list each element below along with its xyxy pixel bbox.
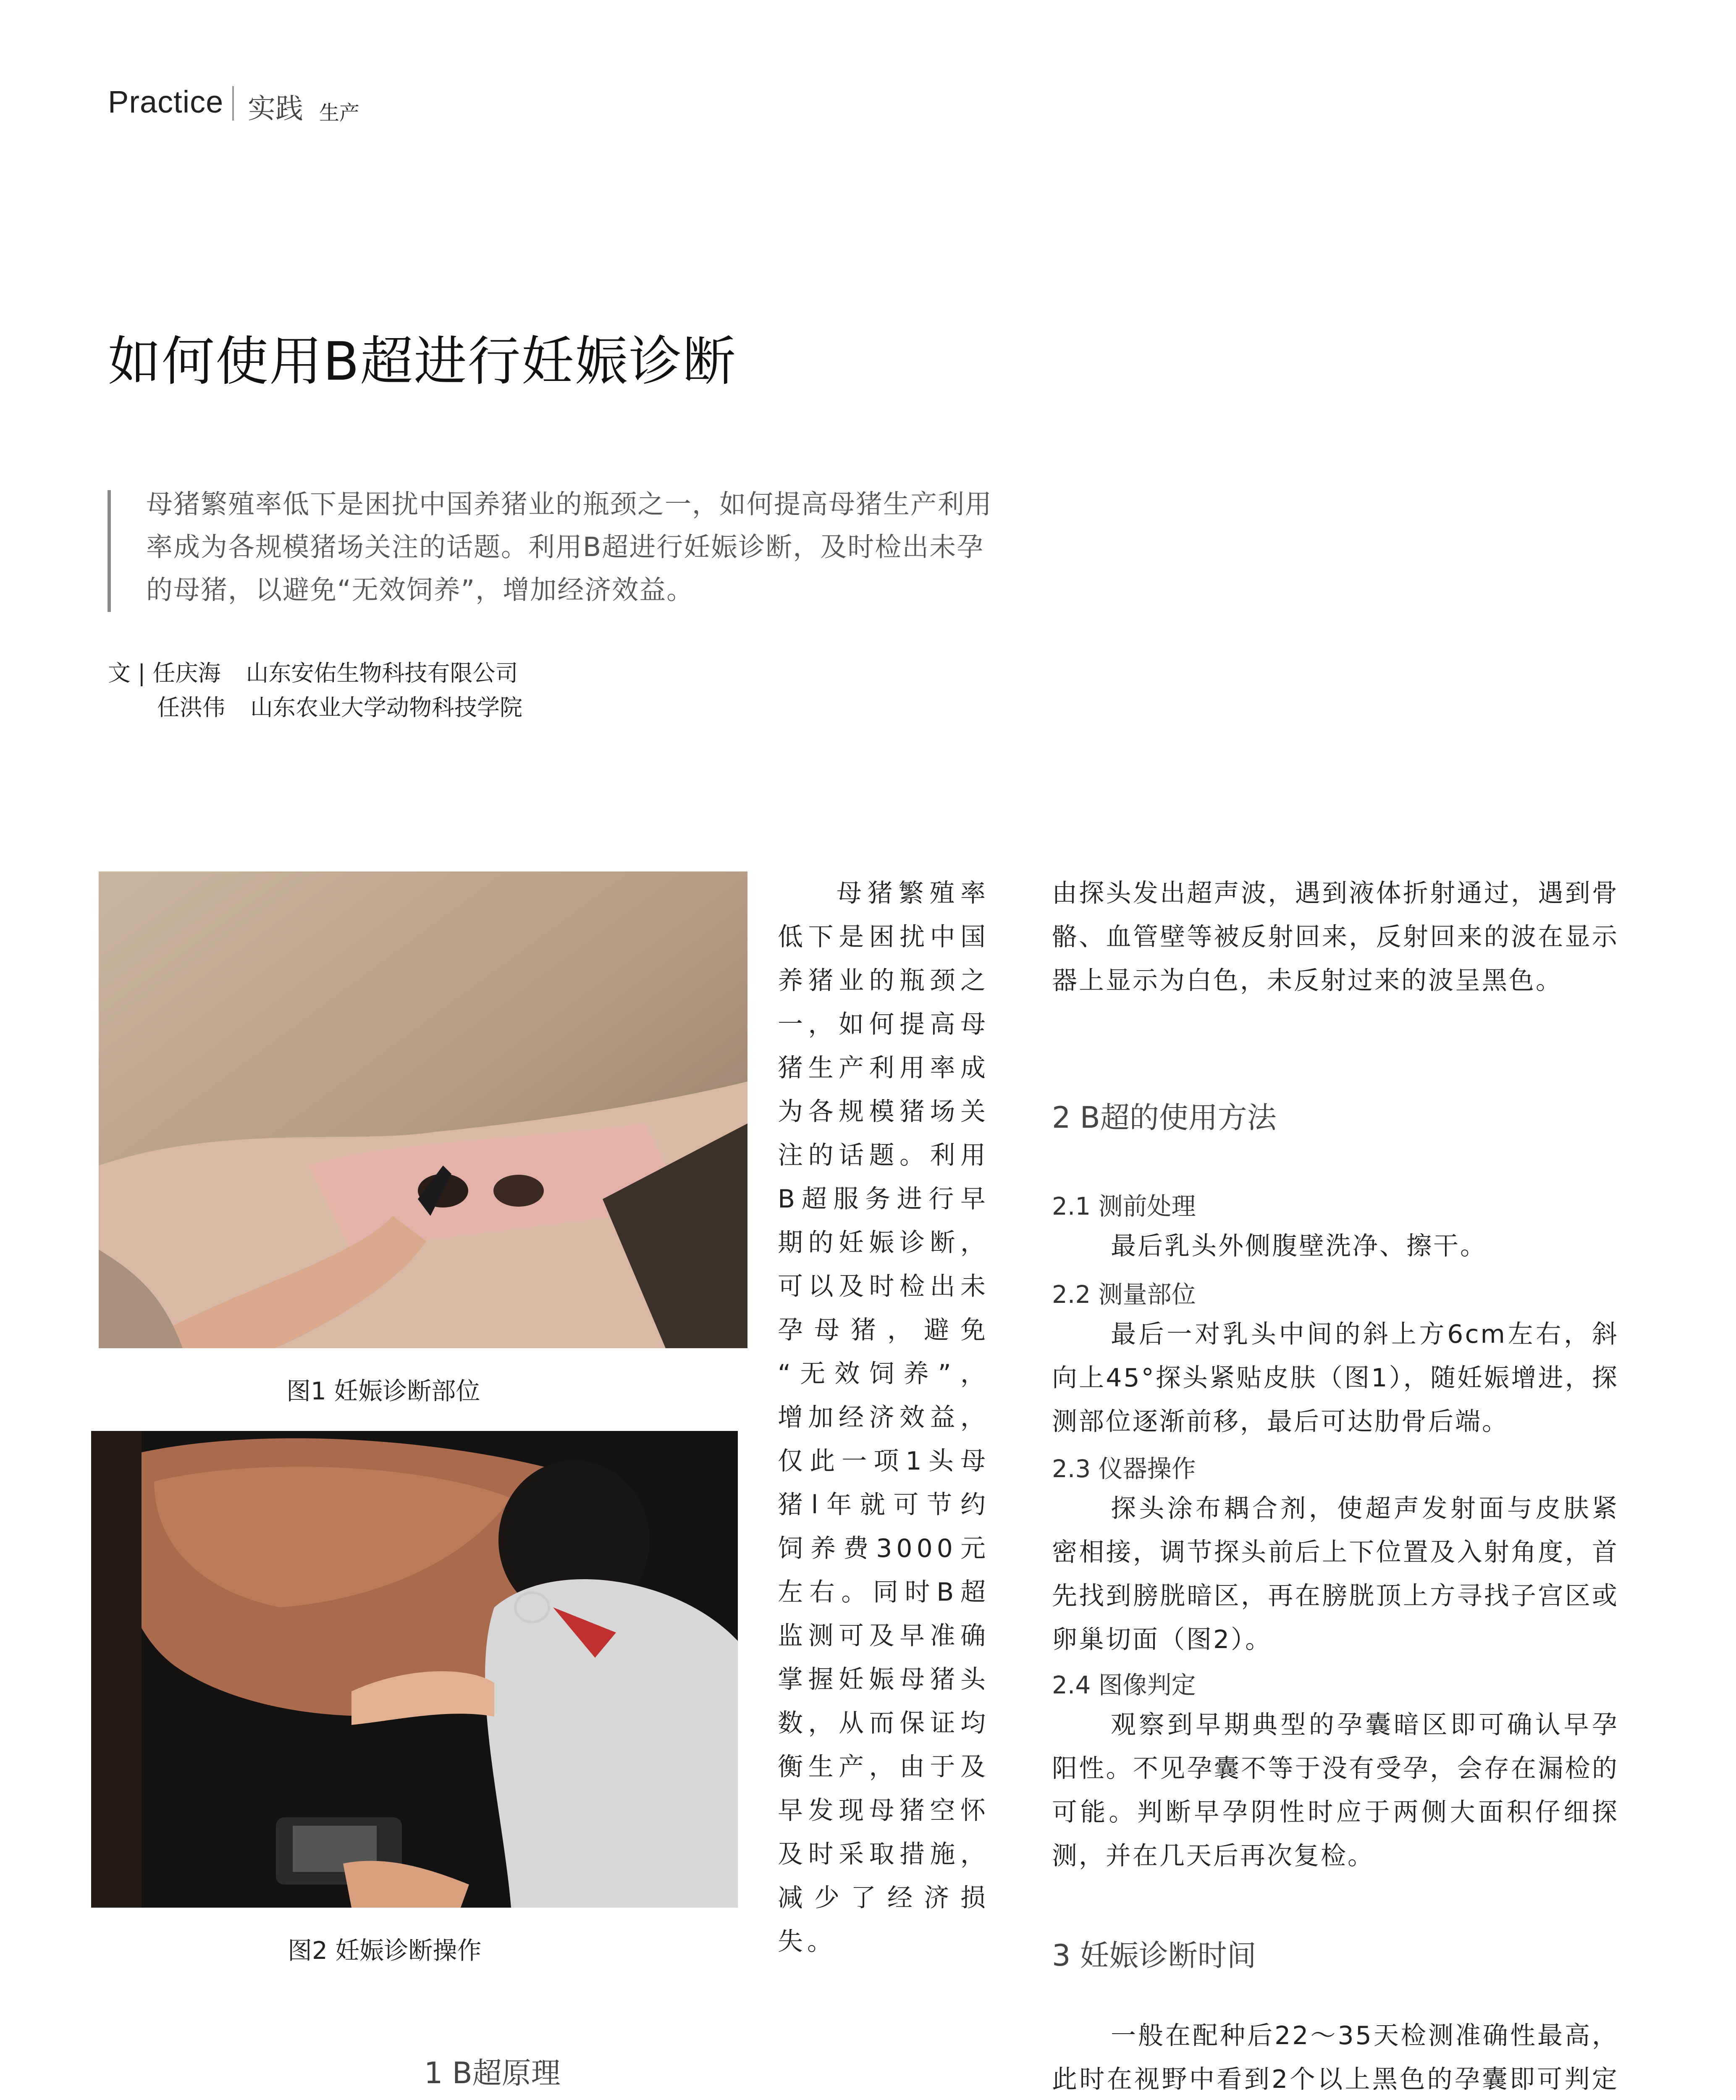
subsection-2-1-heading: 2.1 测前处理 bbox=[1052, 1192, 1196, 1221]
intro-line: 低下是困扰中国 bbox=[778, 922, 990, 952]
lead-paragraph: 母猪繁殖率低下是困扰中国养猪业的瓶颈之一，如何提高母猪生产利用率成为各规模猪场关注的话题。利用B超进行妊娠诊断，及时检出未孕的母猪，以避免“无效饲养”，增加经济效益。 bbox=[146, 489, 992, 605]
subsection-2-3-text: 探头涂布耦合剂，使超声发射面与皮肤紧密相接，调节探头前后上下位置及入射角度，首先找到膀胱暗区，再在膀胱顶上方寻找子宫区或卵巢切面（图2）。 bbox=[1052, 1494, 1619, 1654]
intro-line: B超服务进行早 bbox=[778, 1184, 990, 1214]
intro-line: 监测可及早准确 bbox=[778, 1621, 990, 1651]
intro-line: 期的妊娠诊断， bbox=[778, 1228, 990, 1257]
subsection-2-4-text: 观察到早期典型的孕囊暗区即可确认早孕阳性。不见孕囊不等于没有受孕，会存在漏检的可能。判断早孕阴性时应于两侧大面积仔细探测，并在几天后再次复检。 bbox=[1052, 1710, 1619, 1871]
subsection-2-3-heading: 2.3 仪器操作 bbox=[1052, 1454, 1196, 1483]
lead-bar bbox=[108, 490, 111, 612]
intro-line: 及时采取措施， bbox=[778, 1840, 990, 1869]
intro-line: 孕母猪，避免 bbox=[778, 1315, 990, 1345]
header-divider bbox=[232, 86, 234, 121]
intro-line: 可以及时检出未 bbox=[778, 1272, 990, 1301]
intro-line: 母猪繁殖率 bbox=[837, 879, 990, 908]
figure-2-caption: 图2 妊娠诊断操作 bbox=[288, 1936, 482, 1965]
article-title: 如何使用B超进行妊娠诊断 bbox=[108, 331, 737, 392]
subsection-2-4-heading: 2.4 图像判定 bbox=[1052, 1671, 1196, 1699]
section-label-zh: 实践 bbox=[248, 92, 303, 125]
subsection-2-2-text: 最后一对乳头中间的斜上方6cm左右，斜向上45°探头紧贴皮肤（图1），随妊娠增进，探测部位逐渐前移，最后可达肋骨后端。 bbox=[1052, 1320, 1619, 1436]
intro-line: 猪l年就可节约 bbox=[778, 1490, 990, 1520]
author-prefix: 文 | bbox=[108, 660, 153, 686]
subsection-label: 生产 bbox=[319, 101, 360, 125]
figure-1-caption: 图1 妊娠诊断部位 bbox=[286, 1377, 480, 1405]
intro-line: 左右。同时B超 bbox=[778, 1578, 990, 1607]
section-1-text-cont: 由探头发出超声波，遇到液体折射通过，遇到骨骼、血管壁等被反射回来，反射回来的波在显示器上显示为白色，未反射过来的波呈黑色。 bbox=[1052, 879, 1619, 995]
intro-line: 养猪业的瓶颈之 bbox=[778, 966, 990, 995]
section-3-heading: 3 妊娠诊断时间 bbox=[1052, 1938, 1256, 1973]
intro-line: 增加经济效益， bbox=[778, 1403, 990, 1432]
author-name: 任庆海 bbox=[152, 660, 221, 686]
intro-line: 为各规模猪场关 bbox=[778, 1097, 990, 1126]
figure-1-photo bbox=[99, 872, 747, 1348]
intro-line: 失。 bbox=[778, 1927, 837, 1956]
author-line-1 bbox=[108, 655, 518, 688]
intro-line: 一，如何提高母 bbox=[778, 1010, 990, 1039]
intro-line: 早发现母猪空怀 bbox=[778, 1796, 990, 1825]
section-label-en: Practice bbox=[108, 84, 224, 119]
subsection-2-2-heading: 2.2 测量部位 bbox=[1052, 1280, 1196, 1309]
intro-line: 掌握妊娠母猪头 bbox=[778, 1665, 990, 1694]
intro-line: 减少了经济损 bbox=[778, 1883, 990, 1913]
section-1-heading: 1 B超原理 bbox=[424, 2056, 561, 2090]
author-line-2 bbox=[157, 690, 522, 722]
intro-line: “无效饲养”， bbox=[778, 1359, 990, 1389]
intro-line: 注的话题。利用 bbox=[778, 1141, 990, 1170]
section-3-text: 一般在配种后22～35天检测准确性最高，此时在视野中看到2个以上黑色的孕囊即可判定 bbox=[1052, 2021, 1619, 2094]
author-org: 山东农业大学动物科技学院 bbox=[250, 694, 522, 721]
figure-2-photo bbox=[91, 1431, 738, 1908]
author-name: 任洪伟 bbox=[157, 694, 225, 721]
intro-column bbox=[778, 872, 990, 1964]
author-org: 山东安佑生物科技有限公司 bbox=[246, 660, 518, 686]
intro-line: 数，从而保证均 bbox=[778, 1709, 990, 1738]
intro-line: 衡生产，由于及 bbox=[778, 1752, 990, 1782]
section-2-heading: 2 B超的使用方法 bbox=[1052, 1100, 1277, 1135]
subsection-2-1-text: 最后乳头外侧腹壁洗净、擦干。 bbox=[1111, 1231, 1487, 1261]
intro-line: 饲养费3000元 bbox=[778, 1534, 990, 1563]
intro-line: 猪生产利用率成 bbox=[778, 1053, 990, 1083]
intro-line: 仅此一项1头母 bbox=[778, 1446, 990, 1476]
